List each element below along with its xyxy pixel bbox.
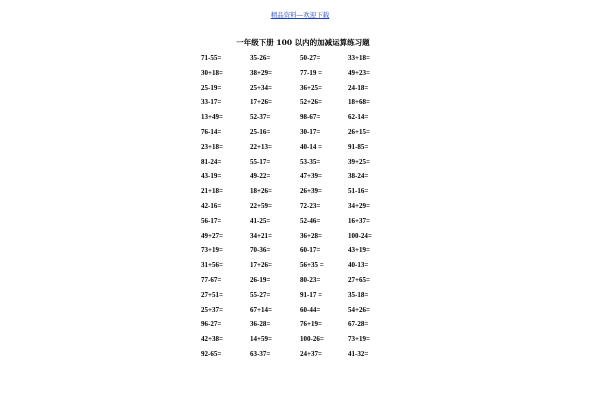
problem-item: 53-35= <box>300 157 321 166</box>
problem-item: 73+19= <box>201 246 223 255</box>
problem-item: 54+26= <box>348 305 370 314</box>
problem-item: 30+18= <box>201 68 223 77</box>
problem-item: 72-23= <box>300 201 321 210</box>
problem-item: 73+19= <box>348 335 370 344</box>
problem-item: 42-16= <box>201 201 222 210</box>
problem-item: 56+35 = <box>300 261 324 270</box>
problem-item: 24-18= <box>348 83 369 92</box>
problem-item: 40-13= <box>348 261 369 270</box>
problem-item: 36+25= <box>300 83 322 92</box>
problem-row <box>0 261 600 276</box>
problem-item: 96-27= <box>201 320 222 329</box>
problem-item: 41-32= <box>348 349 369 358</box>
problem-item: 98-67= <box>300 113 321 122</box>
problem-item: 60-17= <box>300 246 321 255</box>
problem-row <box>0 291 600 306</box>
problem-item: 91-17 = <box>300 290 323 299</box>
problem-item: 36+28= <box>300 231 322 240</box>
problem-item: 47+39= <box>300 172 322 181</box>
problem-item: 31+56= <box>201 261 223 270</box>
problem-item: 77-19 = <box>300 68 323 77</box>
problem-item: 38+29= <box>250 68 272 77</box>
problem-row <box>0 246 600 261</box>
problem-item: 43+19= <box>348 246 370 255</box>
problem-list <box>0 54 600 365</box>
problem-row <box>0 128 600 143</box>
problem-item: 51-16= <box>348 187 369 196</box>
problem-item: 41-25= <box>250 216 271 225</box>
download-link[interactable]: 精品资料—欢迎下载 <box>270 11 330 19</box>
problem-item: 100-26= <box>300 335 324 344</box>
problem-item: 30-17= <box>300 127 321 136</box>
problem-row <box>0 158 600 173</box>
problem-item: 25-19= <box>201 83 222 92</box>
problem-item: 49+27= <box>201 231 223 240</box>
problem-item: 70-36= <box>250 246 271 255</box>
problem-item: 27+65= <box>348 275 370 284</box>
problem-item: 18+26= <box>250 187 272 196</box>
page-title: 一年级下册 100 以内的加减运算练习题 <box>236 38 370 47</box>
problem-item: 71-55= <box>201 54 222 62</box>
problem-row <box>0 98 600 113</box>
problem-item: 36-28= <box>250 320 271 329</box>
problem-item: 77-67= <box>201 275 222 284</box>
problem-item: 23+18= <box>201 142 223 151</box>
problem-item: 26+39= <box>300 187 322 196</box>
problem-row <box>0 187 600 202</box>
problem-item: 26-19= <box>250 275 271 284</box>
problem-row <box>0 276 600 291</box>
problem-item: 67+14= <box>250 305 272 314</box>
problem-item: 67-28= <box>348 320 369 329</box>
problem-row <box>0 306 600 321</box>
problem-row <box>0 350 600 365</box>
problem-row <box>0 113 600 128</box>
problem-item: 26+15= <box>348 127 370 136</box>
problem-item: 76-14= <box>201 127 222 136</box>
problem-row <box>0 335 600 350</box>
problem-item: 17+26= <box>250 261 272 270</box>
problem-item: 27+51= <box>201 290 223 299</box>
problem-row <box>0 84 600 99</box>
problem-item: 38-24= <box>348 172 369 181</box>
problem-item: 18+68= <box>348 98 370 107</box>
problem-item: 33-17= <box>201 98 222 107</box>
problem-item: 100-24= <box>348 231 372 240</box>
problem-item: 35-18= <box>348 290 369 299</box>
problem-item: 81-24= <box>201 157 222 166</box>
problem-item: 35-26= <box>250 54 271 62</box>
problem-item: 49+23= <box>348 68 370 77</box>
problem-item: 25+37= <box>201 305 223 314</box>
problem-item: 25-16= <box>250 127 271 136</box>
problem-item: 50-27= <box>300 54 321 62</box>
problem-item: 52-46= <box>300 216 321 225</box>
problem-item: 16+37= <box>348 216 370 225</box>
problem-item: 49-22= <box>250 172 271 181</box>
problem-item: 43-19= <box>201 172 222 181</box>
problem-item: 91-85= <box>348 142 369 151</box>
problem-item: 39+25= <box>348 157 370 166</box>
problem-row <box>0 232 600 247</box>
problem-item: 34+21= <box>250 231 272 240</box>
problem-item: 52-37= <box>250 113 271 122</box>
problem-item: 42+38= <box>201 335 223 344</box>
problem-item: 24+37= <box>300 349 322 358</box>
problem-item: 80-23= <box>300 275 321 284</box>
problem-item: 76+19= <box>300 320 322 329</box>
problem-item: 40-14 = <box>300 142 323 151</box>
problem-item: 63-37= <box>250 349 271 358</box>
problem-row <box>0 202 600 217</box>
problem-item: 52+26= <box>300 98 322 107</box>
problem-row <box>0 69 600 84</box>
problem-row <box>0 320 600 335</box>
problem-item: 60-44= <box>300 305 321 314</box>
problem-row <box>0 217 600 232</box>
problem-row <box>0 54 600 69</box>
problem-item: 21+18= <box>201 187 223 196</box>
problem-item: 34+29= <box>348 201 370 210</box>
problem-item: 92-65= <box>201 349 222 358</box>
problem-item: 25+34= <box>250 83 272 92</box>
problem-item: 62-14= <box>348 113 369 122</box>
problem-item: 56-17= <box>201 216 222 225</box>
problem-row <box>0 143 600 158</box>
problem-item: 55-17= <box>250 157 271 166</box>
problem-item: 22+13= <box>250 142 272 151</box>
problem-row <box>0 172 600 187</box>
problem-item: 33+18= <box>348 54 370 62</box>
problem-item: 17+26= <box>250 98 272 107</box>
problem-item: 55-27= <box>250 290 271 299</box>
problem-item: 13+49= <box>201 113 223 122</box>
problem-item: 14+59= <box>250 335 272 344</box>
problem-item: 22+59= <box>250 201 272 210</box>
